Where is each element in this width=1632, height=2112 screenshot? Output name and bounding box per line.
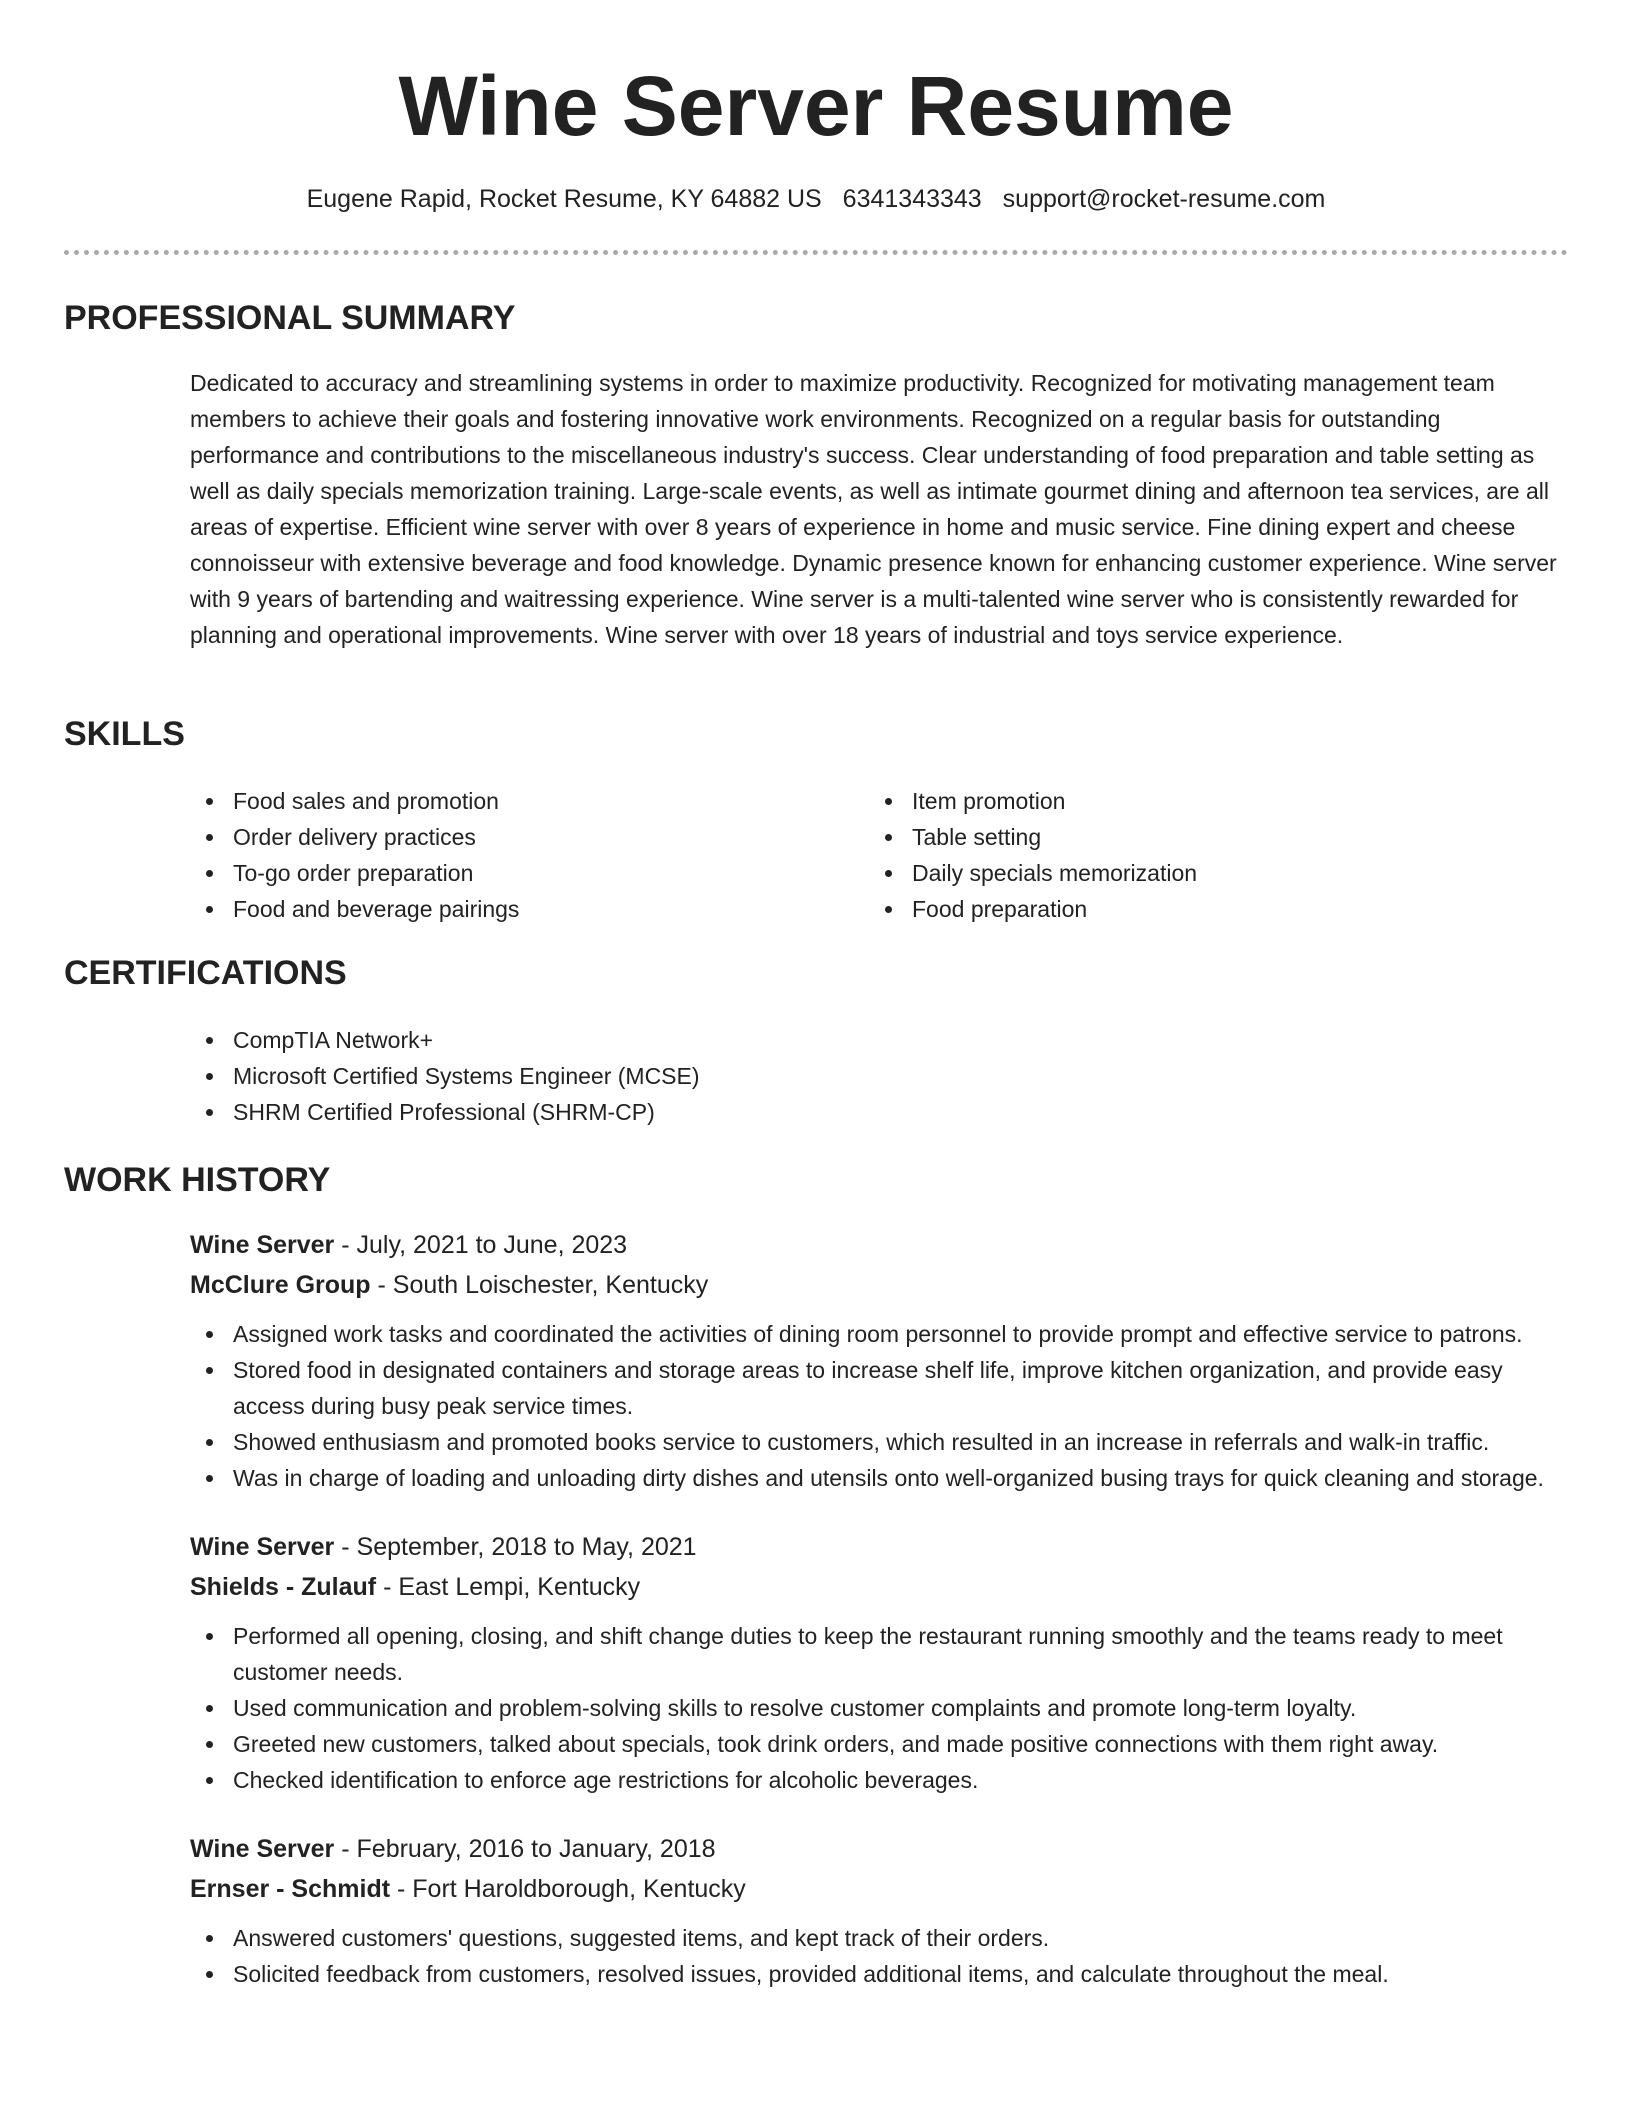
skills-list-left <box>190 783 830 927</box>
resume-title: Wine Server Resume <box>398 59 1234 153</box>
contact-phone: 6341343343 <box>842 185 982 213</box>
skill-item: Food and beverage pairings <box>190 891 830 927</box>
job-separator: - <box>334 1835 357 1863</box>
job-bullets <box>190 1316 1570 1496</box>
certifications-list <box>190 1022 1570 1130</box>
work-history-list <box>190 1225 1570 2023</box>
job-title: Wine Server <box>190 1835 335 1863</box>
job-separator: - <box>376 1573 399 1601</box>
summary-heading: PROFESSIONAL SUMMARY <box>64 299 516 337</box>
job-separator: - <box>390 1875 413 1903</box>
skill-item: Food preparation <box>869 891 1509 927</box>
job-bullet: Checked identification to enforce age restrictions for alcoholic beverages. <box>190 1762 1570 1798</box>
skills-heading: SKILLS <box>64 715 185 753</box>
job-company-line <box>190 1869 1570 1909</box>
contact-address: Eugene Rapid, Rocket Resume, KY 64882 US <box>306 185 822 213</box>
job-location: South Loischester, Kentucky <box>392 1271 709 1299</box>
job-company-line <box>190 1567 1570 1607</box>
job-location: Fort Haroldborough, Kentucky <box>412 1875 746 1903</box>
summary-text: Dedicated to accuracy and streamlining systems in order to maximize productivity. Recognized for motivating management team members to achieve their goals and fostering innovative work environments. Recognized on a regular basis for outstanding performance and contributions to the miscellaneous industry's success. Clear understanding of food preparation and table setting as well as daily specials memorization training. Large-scale events, as well as intimate gourmet dining and afternoon tea services, are all areas of expertise. Efficient wine server with over 8 years of experience in home and music service. Fine dining expert and cheese connoisseur with extensive beverage and food knowledge. Dynamic presence known for enhancing customer experience. Wine server with 9 years of bartending and waitressing experience. Wine server is a multi-talented wine server who is consistently rewarded for planning and operational improvements. Wine server with over 18 years of industrial and toys service experience. <box>190 370 1557 648</box>
certification-item: Microsoft Certified Systems Engineer (MCSE) <box>190 1058 1570 1094</box>
job-bullet: Solicited feedback from customers, resolved issues, provided additional items, and calculate throughout the meal. <box>190 1956 1570 1992</box>
job-company-line <box>190 1265 1570 1305</box>
skill-item: To-go order preparation <box>190 855 830 891</box>
job-title: Wine Server <box>190 1533 335 1561</box>
certification-item: SHRM Certified Professional (SHRM-CP) <box>190 1094 1570 1130</box>
job-title-line <box>190 1527 1570 1567</box>
job-dates: September, 2018 to May, 2021 <box>356 1533 697 1561</box>
job-title-line <box>190 1225 1570 1265</box>
header-divider <box>64 250 1568 255</box>
job-bullet: Used communication and problem-solving skills to resolve customer complaints and promote long-term loyalty. <box>190 1690 1570 1726</box>
job-location: East Lempi, Kentucky <box>398 1573 641 1601</box>
job-bullets <box>190 1618 1570 1798</box>
job-dates: February, 2016 to January, 2018 <box>356 1835 716 1863</box>
job-company: Ernser - Schmidt <box>190 1875 391 1903</box>
job-separator: - <box>370 1271 393 1299</box>
skill-item: Item promotion <box>869 783 1509 819</box>
job-title-line <box>190 1829 1570 1869</box>
skill-item: Table setting <box>869 819 1509 855</box>
contact-email: support@rocket-resume.com <box>1002 185 1326 213</box>
job-separator: - <box>334 1533 357 1561</box>
skill-item: Order delivery practices <box>190 819 830 855</box>
job-entry <box>190 1527 1570 1798</box>
job-entry <box>190 1829 1570 1992</box>
job-dates: July, 2021 to June, 2023 <box>356 1231 628 1259</box>
job-bullets <box>190 1920 1570 1992</box>
skills-list-right <box>869 783 1509 927</box>
job-bullet: Performed all opening, closing, and shift change duties to keep the restaurant running smoothly and the teams ready to meet customer needs. <box>190 1618 1570 1690</box>
certification-item: CompTIA Network+ <box>190 1022 1570 1058</box>
certifications-heading: CERTIFICATIONS <box>64 954 347 992</box>
skill-item: Food sales and promotion <box>190 783 830 819</box>
job-company: McClure Group <box>190 1271 371 1299</box>
job-separator: - <box>334 1231 357 1259</box>
work-history-heading: WORK HISTORY <box>64 1161 331 1199</box>
skill-item: Daily specials memorization <box>869 855 1509 891</box>
contact-line <box>0 182 1632 216</box>
job-bullet: Was in charge of loading and unloading dirty dishes and utensils onto well-organized busing trays for quick cleaning and storage. <box>190 1460 1570 1496</box>
job-bullet: Greeted new customers, talked about specials, took drink orders, and made positive connections with them right away. <box>190 1726 1570 1762</box>
job-bullet: Showed enthusiasm and promoted books service to customers, which resulted in an increase in referrals and walk-in traffic. <box>190 1424 1570 1460</box>
job-company: Shields - Zulauf <box>190 1573 377 1601</box>
job-bullet: Assigned work tasks and coordinated the activities of dining room personnel to provide prompt and effective service to patrons. <box>190 1316 1570 1352</box>
job-title: Wine Server <box>190 1231 335 1259</box>
job-bullet: Answered customers' questions, suggested items, and kept track of their orders. <box>190 1920 1570 1956</box>
job-bullet: Stored food in designated containers and storage areas to increase shelf life, improve kitchen organization, and provide easy access during busy peak service times. <box>190 1352 1570 1424</box>
job-entry <box>190 1225 1570 1496</box>
